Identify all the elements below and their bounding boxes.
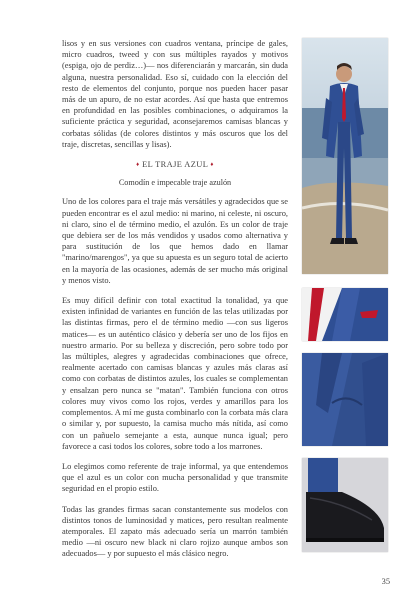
paragraph: Lo elegimos como referente de traje informal, ya que entendemos que el azul es un color con mucha personalidad y que transmite seguridad en el propio estilo. (62, 461, 288, 494)
section-title: EL TRAJE AZUL (142, 160, 208, 170)
paragraph-intro: lisos y en sus versiones con cuadros ventana, príncipe de gales, micro cuadros, tweed y con sus múltiples rayados y motivos (espiga, ojo de perdiz…)— nos diferenciarán y marcarán, sin duda alguna, nuestra personalidad. Eso sí, cuidado con la elección del resto de elementos del conjunto, porque nos pueden hacer pasar más de un apuro, de no estar acordes. Así que hasta que entremos en profundidad en las posibles combinaciones, o adquiramos la suficiente práctica y seguridad, aconsejaremos camisas blancas y corbatas sólidas (de colores distintos y más oscuros que los del traje, discretas, sencillas y lisas). (62, 39, 288, 149)
diamond-icon: ♦ (210, 162, 214, 169)
section-subtitle: Comodín e impecable traje azulón (118, 178, 232, 188)
photo-tie-closeup (302, 288, 388, 341)
photo-shoe (302, 458, 388, 552)
section-heading (62, 159, 288, 171)
paragraph: Es muy difícil definir con total exactitud la tonalidad, ya que existen infinidad de variantes en función de las telas utilizadas por las distintas firmas, pero el de término medio —con sus ligeros matices— es un auténtico clásico y debería ser uno de los fijos en nuestro armario. Por su belleza y discreción, pero sobre todo por las múltiples, alegres y agradecidas combinaciones que ofrece, realmente acertado con camisas blancas y azules más claras así como con corbatas de distintos azules, los cuales se complementan y ensalzan pero nunca se "matan". También funciona con otros colores muy vivos como los rojos, verdes y amarillos para los complementos. A mí me gusta combinarlo con la corbata más clara o similar y, por supuesto, la camisa mucho más nítida, así como con un pañuelo semejante a esta, aunque nunca igual; pero favorece a casi todos los colores, sobre todo a los marrones. (62, 296, 288, 451)
photo-man-blue-suit (302, 38, 388, 274)
diamond-icon: ♦ (136, 162, 140, 169)
page-number: 35 (381, 577, 390, 586)
body-text-column (62, 38, 288, 569)
photo-lapel-detail (302, 353, 388, 446)
paragraph: Todas las grandes firmas sacan constantemente sus modelos con distintos tonos de luminosidad y matices, pero resultan realmente atemporales. El zapato más adecuado sería un marrón también medio —ni oscuro new black ni claro rojizo aunque ambos son adecuados— y por supuesto el más clásico negro. (62, 504, 288, 559)
paragraph: Uno de los colores para el traje más versátiles y agradecidos que se pueden encontrar es el azul medio: ni marino, ni celeste, ni oscuro, ni claro, sino el de término medio, el azulón. Es un color de traje que debiera ser de los más vendidos y usados como alternativa y para sustitución de los que hemos dado en llamar "marino/marengos", ya que su apuesta es un seguro total de acierto en la mayoría de las ocasiones, además de ser mucho más original y menos visto. (62, 197, 288, 285)
